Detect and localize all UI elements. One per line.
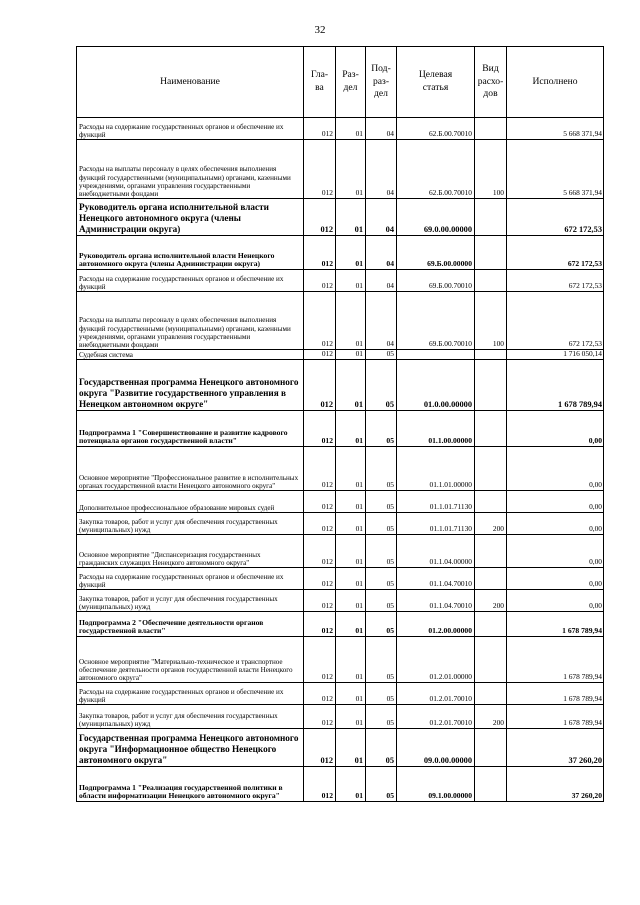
row-name: Государственная программа Ненецкого автономного округа "Информационное общество Ненецкого автономного округа" [77,729,304,767]
header-type [475,47,507,118]
header-chapter-label: Гла- ва [310,69,329,93]
row-type [475,683,507,705]
row-chapter: 012 [304,491,336,513]
row-name: Основное мероприятие "Профессиональное развитие в исполнительных органах государственной власти Ненецкого автономного округа" [77,447,304,491]
header-subsection-label: Под- раз- дел [371,62,391,100]
row-executed: 1 716 050,14 [507,350,604,360]
row-executed: 0,00 [507,447,604,491]
header-executed [507,47,604,118]
table-row [77,637,604,683]
row-chapter: 012 [304,535,336,568]
row-chapter: 012 [304,513,336,535]
header-name-label: Наименование [160,75,220,87]
table-row [77,612,604,637]
row-executed: 37 260,20 [507,767,604,802]
row-executed: 0,00 [507,535,604,568]
budget-execution-table [76,46,604,802]
row-chapter: 012 [304,292,336,350]
row-executed: 1 678 789,94 [507,637,604,683]
row-chapter: 012 [304,767,336,802]
row-section: 01 [336,729,366,767]
table-row [77,729,604,767]
header-chapter [304,47,336,118]
table-row [77,513,604,535]
row-target: 69.Б.00.70010 [397,292,475,350]
table-row [77,590,604,612]
table-row [77,292,604,350]
row-chapter: 012 [304,199,336,236]
row-target: 69.0.00.00000 [397,199,475,236]
table-row [77,447,604,491]
row-name: Основное мероприятие "Диспансеризация государственных гражданских служащих Ненецкого автономного округа" [77,535,304,568]
row-section: 01 [336,637,366,683]
row-name: Расходы на выплаты персоналу в целях обеспечения выполнения функций государственными (муниципальными) органами, казенными учреждениями, органами управления государственными внебюджетными фондами [77,292,304,350]
header-section-label: Раз- дел [342,69,359,93]
row-type: 100 [475,140,507,199]
row-chapter: 012 [304,270,336,292]
row-type [475,535,507,568]
row-subsection: 05 [366,705,397,729]
row-executed: 0,00 [507,568,604,590]
row-subsection: 05 [366,729,397,767]
row-target: 01.1.01.00000 [397,447,475,491]
row-executed: 672 172,53 [507,236,604,270]
row-section: 01 [336,767,366,802]
table-row [77,199,604,236]
row-executed: 0,00 [507,513,604,535]
row-type [475,612,507,637]
row-executed: 5 668 371,94 [507,118,604,140]
row-type [475,491,507,513]
row-target: 01.2.00.00000 [397,612,475,637]
table-row [77,270,604,292]
row-section: 01 [336,118,366,140]
row-section: 01 [336,590,366,612]
row-chapter: 012 [304,236,336,270]
row-executed: 672 172,53 [507,292,604,350]
row-name: Руководитель органа исполнительной власти Ненецкого автономного округа (члены Администрации округа) [77,199,304,236]
row-type [475,767,507,802]
row-name: Дополнительное профессиональное образование мировых судей [77,491,304,513]
row-section: 01 [336,236,366,270]
row-target: 01.2.01.00000 [397,637,475,683]
row-target: 62.Б.00.70010 [397,118,475,140]
row-chapter: 012 [304,360,336,411]
row-chapter: 012 [304,118,336,140]
row-chapter: 012 [304,729,336,767]
row-target: 01.1.01.71130 [397,513,475,535]
table-row [77,411,604,447]
table-row [77,118,604,140]
row-subsection: 05 [366,411,397,447]
row-executed: 672 172,53 [507,199,604,236]
row-section: 01 [336,411,366,447]
header-type-label: Вид расхо- дов [477,62,504,100]
row-executed: 0,00 [507,590,604,612]
row-type [475,118,507,140]
row-target: 69.Б.00.70010 [397,270,475,292]
row-target: 01.2.01.70010 [397,705,475,729]
row-subsection: 04 [366,236,397,270]
row-subsection: 04 [366,270,397,292]
row-name: Подпрограмма 1 "Совершенствование и развитие кадрового потенциала органов государственной власти" [77,411,304,447]
row-name: Расходы на выплаты персоналу в целях обеспечения выполнения функций государственными (муниципальными) органами, казенными учреждениями, органами управления государственными внебюджетными фондами [77,140,304,199]
row-subsection: 05 [366,513,397,535]
row-type [475,236,507,270]
table-row [77,535,604,568]
row-subsection: 05 [366,360,397,411]
table-row [77,360,604,411]
row-chapter: 012 [304,447,336,491]
row-subsection: 05 [366,590,397,612]
table-header-row [77,47,604,118]
row-section: 01 [336,292,366,350]
row-subsection: 05 [366,767,397,802]
row-type [475,360,507,411]
row-chapter: 012 [304,637,336,683]
row-target: 01.1.04.00000 [397,535,475,568]
row-type [475,729,507,767]
header-target-label: Целевая статья [418,69,453,93]
row-target: 01.0.00.00000 [397,360,475,411]
row-name: Расходы на содержание государственных органов и обеспечение их функций [77,683,304,705]
row-subsection: 04 [366,292,397,350]
row-executed: 672 172,53 [507,270,604,292]
page-number: 32 [314,24,326,36]
row-chapter: 012 [304,140,336,199]
row-section: 01 [336,612,366,637]
row-type [475,411,507,447]
row-chapter: 012 [304,683,336,705]
row-name: Расходы на содержание государственных органов и обеспечение их функций [77,118,304,140]
row-type [475,568,507,590]
row-section: 01 [336,140,366,199]
row-executed: 5 668 371,94 [507,140,604,199]
row-subsection: 05 [366,447,397,491]
row-type: 100 [475,292,507,350]
table-row [77,683,604,705]
row-subsection: 05 [366,683,397,705]
row-name: Закупка товаров, работ и услуг для обеспечения государственных (муниципальных) нужд [77,513,304,535]
table-body [77,118,604,802]
row-section: 01 [336,535,366,568]
row-subsection: 05 [366,568,397,590]
table-row [77,236,604,270]
table-row [77,491,604,513]
row-name: Расходы на содержание государственных органов и обеспечение их функций [77,270,304,292]
row-target: 62.Б.00.70010 [397,140,475,199]
header-target [397,47,475,118]
row-name: Закупка товаров, работ и услуг для обеспечения государственных (муниципальных) нужд [77,590,304,612]
row-chapter: 012 [304,350,336,360]
row-target: 01.2.01.70010 [397,683,475,705]
table-row [77,705,604,729]
row-section: 01 [336,199,366,236]
row-target: 01.1.00.00000 [397,411,475,447]
row-type: 200 [475,705,507,729]
row-type [475,350,507,360]
header-name [77,47,304,118]
row-section: 01 [336,491,366,513]
row-subsection: 04 [366,199,397,236]
row-type: 200 [475,513,507,535]
row-name: Подпрограмма 2 "Обеспечение деятельности органов государственной власти" [77,612,304,637]
table-row [77,767,604,802]
row-subsection: 05 [366,612,397,637]
row-section: 01 [336,447,366,491]
row-section: 01 [336,350,366,360]
row-name: Государственная программа Ненецкого автономного округа "Развитие государственного управления в Ненецком автономном округе" [77,360,304,411]
header-subsection [366,47,397,118]
row-chapter: 012 [304,612,336,637]
header-section [336,47,366,118]
row-name: Основное мероприятие "Материально-техническое и транспортное обеспечение деятельности органов государственной власти Ненецкого автономного округа" [77,637,304,683]
row-chapter: 012 [304,411,336,447]
row-name: Закупка товаров, работ и услуг для обеспечения государственных (муниципальных) нужд [77,705,304,729]
row-target: 01.1.01.71130 [397,491,475,513]
row-target: 09.0.00.00000 [397,729,475,767]
table-row [77,568,604,590]
row-type [475,637,507,683]
row-subsection: 05 [366,350,397,360]
row-type [475,270,507,292]
table-row [77,140,604,199]
row-executed: 1 678 789,94 [507,683,604,705]
row-target [397,350,475,360]
row-name: Расходы на содержание государственных органов и обеспечение их функций [77,568,304,590]
row-chapter: 012 [304,568,336,590]
row-section: 01 [336,270,366,292]
row-executed: 37 260,20 [507,729,604,767]
row-subsection: 05 [366,535,397,568]
row-subsection: 04 [366,118,397,140]
row-type [475,447,507,491]
row-executed: 1 678 789,94 [507,705,604,729]
row-executed: 1 678 789,94 [507,360,604,411]
row-target: 09.1.00.00000 [397,767,475,802]
row-subsection: 04 [366,140,397,199]
row-target: 01.1.04.70010 [397,568,475,590]
row-target: 01.1.04.70010 [397,590,475,612]
row-executed: 0,00 [507,491,604,513]
row-section: 01 [336,568,366,590]
row-section: 01 [336,683,366,705]
header-executed-label: Исполнено [532,75,578,87]
row-chapter: 012 [304,590,336,612]
row-executed: 1 678 789,94 [507,612,604,637]
row-target: 69.Б.00.00000 [397,236,475,270]
row-type [475,199,507,236]
row-executed: 0,00 [507,411,604,447]
row-name: Руководитель органа исполнительной власти Ненецкого автономного округа (члены Администрации округа) [77,236,304,270]
row-section: 01 [336,513,366,535]
row-section: 01 [336,360,366,411]
table-row [77,350,604,360]
row-type: 200 [475,590,507,612]
row-section: 01 [336,705,366,729]
row-subsection: 05 [366,637,397,683]
row-subsection: 05 [366,491,397,513]
row-name: Подпрограмма 1 "Реализация государственной политики в области информатизации Ненецкого автономного округа" [77,767,304,802]
row-chapter: 012 [304,705,336,729]
row-name: Судебная система [77,350,304,360]
